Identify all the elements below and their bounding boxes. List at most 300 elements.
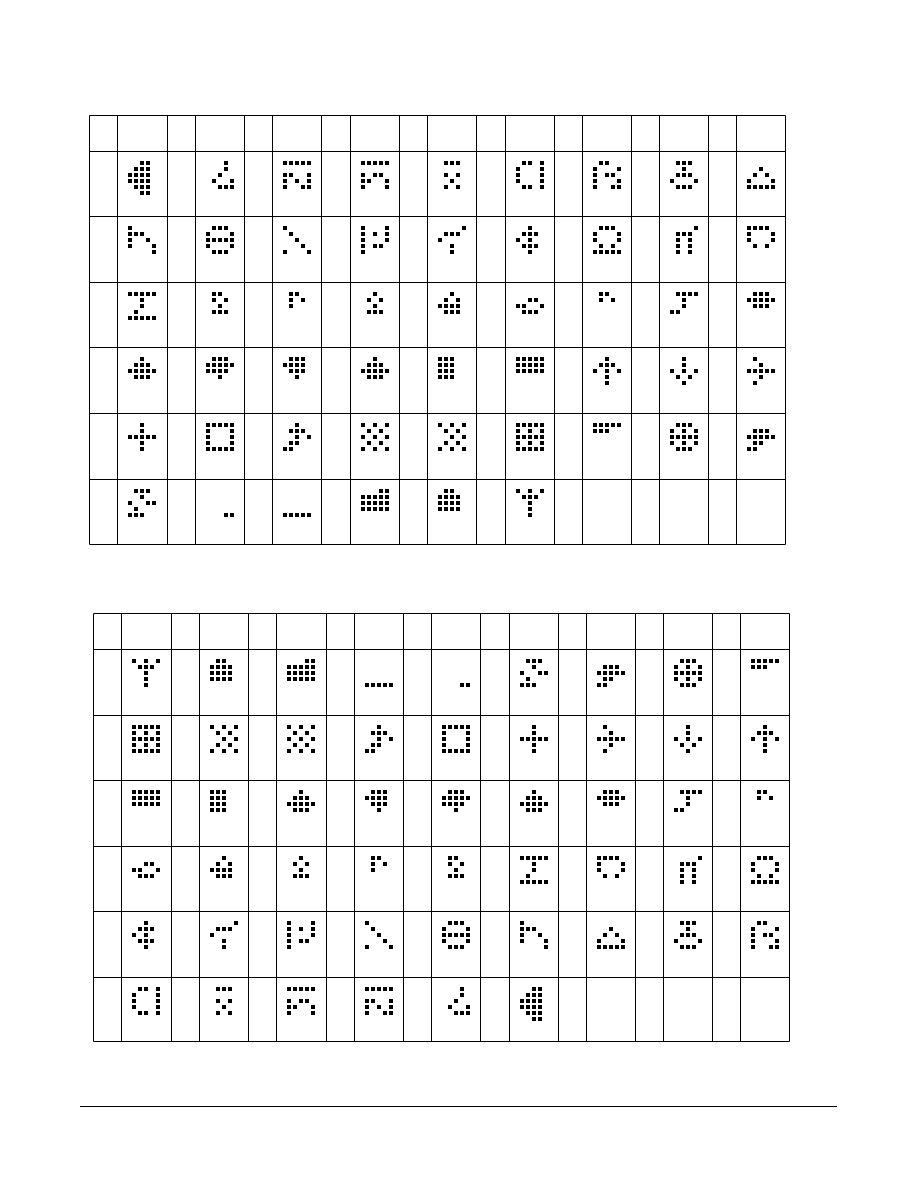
glyph-dot xyxy=(311,802,315,806)
glyph-dot xyxy=(680,921,684,925)
glyph-dot xyxy=(454,790,458,794)
glyph-dot xyxy=(146,173,150,177)
glyph-dot xyxy=(218,238,222,242)
glyph-dot xyxy=(210,671,214,675)
glyph-dot xyxy=(210,790,214,794)
glyph-dot xyxy=(615,802,619,806)
glyph-dot xyxy=(222,874,226,878)
glyph-dot xyxy=(444,173,448,177)
glyph-dot xyxy=(522,495,526,499)
glyph-dot xyxy=(371,999,375,1003)
glyph-dot xyxy=(769,731,773,735)
glyph-dot xyxy=(520,683,524,687)
glyph-dot xyxy=(599,226,603,230)
glyph-dot xyxy=(688,292,692,296)
glyph-dot xyxy=(528,161,532,165)
glyph-dot xyxy=(140,185,144,189)
glyph-dot xyxy=(140,495,144,499)
glyph-dot xyxy=(516,238,520,242)
glyph-dot xyxy=(283,185,287,189)
glyph-dot xyxy=(680,808,684,812)
glyph-dot xyxy=(676,447,680,451)
glyph-dot xyxy=(150,737,154,741)
glyph-dot xyxy=(759,304,763,308)
glyph-dot xyxy=(361,173,365,177)
glyph-dot xyxy=(365,945,369,949)
glyph-dot xyxy=(522,369,526,373)
glyph-dot xyxy=(287,927,291,931)
glyph-dot xyxy=(460,945,464,949)
glyph-dot xyxy=(526,808,530,812)
glyph-dot xyxy=(289,357,293,361)
glyph-dot xyxy=(438,375,442,379)
glyph-dot xyxy=(609,671,613,675)
glyph-dot xyxy=(605,369,609,373)
glyph-dot xyxy=(222,939,226,943)
character-table-2-glyph xyxy=(597,927,625,949)
glyph-dot xyxy=(753,226,757,230)
glyph-dot xyxy=(611,298,615,302)
glyph-dot xyxy=(694,435,698,439)
glyph-dot xyxy=(442,802,446,806)
glyph-dot xyxy=(753,441,757,445)
glyph-dot xyxy=(771,369,775,373)
glyph-dot xyxy=(532,987,536,991)
glyph-dot xyxy=(450,179,454,183)
glyph-dot xyxy=(299,790,303,794)
glyph-dot xyxy=(757,856,761,860)
glyph-dot xyxy=(460,796,464,800)
glyph-dot xyxy=(460,933,464,937)
glyph-dot xyxy=(140,447,144,451)
glyph-dot xyxy=(599,250,603,254)
glyph-dot xyxy=(466,749,470,753)
glyph-dot xyxy=(763,790,767,794)
glyph-dot xyxy=(765,369,769,373)
glyph-dot xyxy=(538,999,542,1003)
glyph-dot xyxy=(365,999,369,1003)
glyph-dot xyxy=(444,363,448,367)
glyph-dot xyxy=(670,179,674,183)
glyph-dot xyxy=(450,501,454,505)
glyph-dot xyxy=(466,933,470,937)
glyph-dot xyxy=(454,921,458,925)
glyph-dot xyxy=(538,933,542,937)
glyph-dot xyxy=(293,796,297,800)
glyph-dot xyxy=(534,435,538,439)
glyph-dot xyxy=(686,933,690,937)
character-table-2-glyph xyxy=(210,790,226,812)
glyph-dot xyxy=(146,489,150,493)
glyph-dot xyxy=(532,743,536,747)
glyph-dot xyxy=(757,880,761,884)
glyph-dot xyxy=(140,292,144,296)
glyph-dot xyxy=(526,677,530,681)
glyph-dot xyxy=(522,435,526,439)
glyph-dot xyxy=(385,423,389,427)
glyph-dot xyxy=(365,1011,369,1015)
glyph-dot xyxy=(520,999,524,1003)
glyph-dot xyxy=(224,185,228,189)
character-table-1-glyph xyxy=(206,226,234,254)
glyph-dot xyxy=(222,868,226,872)
glyph-dot xyxy=(450,250,454,254)
glyph-dot xyxy=(146,191,150,195)
glyph-dot xyxy=(460,790,464,794)
glyph-dot xyxy=(224,167,228,171)
character-table-2-glyph xyxy=(287,659,315,681)
glyph-dot xyxy=(134,489,138,493)
glyph-dot xyxy=(603,665,607,669)
glyph-dot xyxy=(383,802,387,806)
glyph-dot xyxy=(698,677,702,681)
glyph-dot xyxy=(132,796,136,800)
character-table-2-glyph xyxy=(132,862,160,878)
glyph-dot xyxy=(686,671,690,675)
glyph-dot xyxy=(605,292,609,296)
glyph-dot xyxy=(146,161,150,165)
glyph-dot xyxy=(287,665,291,669)
glyph-dot xyxy=(534,298,538,302)
glyph-dot xyxy=(287,677,291,681)
glyph-dot xyxy=(210,808,214,812)
glyph-dot xyxy=(206,232,210,236)
glyph-dot xyxy=(230,429,234,433)
character-table-1-glyph xyxy=(128,423,156,451)
glyph-dot xyxy=(516,441,520,445)
glyph-dot xyxy=(450,369,454,373)
glyph-dot xyxy=(373,173,377,177)
glyph-dot xyxy=(289,447,293,451)
glyph-dot xyxy=(593,232,597,236)
glyph-dot xyxy=(682,173,686,177)
glyph-dot xyxy=(605,226,609,230)
glyph-dot xyxy=(593,173,597,177)
character-table-2-glyph xyxy=(520,725,548,753)
character-table-2-glyph xyxy=(132,725,160,753)
glyph-dot xyxy=(438,447,442,451)
glyph-dot xyxy=(599,363,603,367)
glyph-dot xyxy=(222,1005,226,1009)
glyph-dot xyxy=(450,435,454,439)
glyph-dot xyxy=(224,238,228,242)
glyph-dot xyxy=(688,447,692,451)
character-table-2-glyph xyxy=(757,790,773,800)
glyph-dot xyxy=(377,796,381,800)
glyph-dot xyxy=(299,999,303,1003)
glyph-dot xyxy=(128,232,132,236)
glyph-dot xyxy=(373,435,377,439)
glyph-dot xyxy=(674,665,678,669)
glyph-dot xyxy=(311,659,315,663)
glyph-dot xyxy=(688,435,692,439)
glyph-dot xyxy=(218,250,222,254)
glyph-dot xyxy=(538,880,542,884)
glyph-dot xyxy=(532,1011,536,1015)
glyph-dot xyxy=(609,796,613,800)
glyph-dot xyxy=(377,731,381,735)
glyph-dot xyxy=(216,796,220,800)
glyph-dot xyxy=(751,737,755,741)
glyph-dot xyxy=(450,495,454,499)
glyph-dot xyxy=(305,796,309,800)
glyph-dot xyxy=(206,423,210,427)
glyph-dot xyxy=(234,921,238,925)
glyph-dot xyxy=(450,447,454,451)
glyph-dot xyxy=(383,796,387,800)
glyph-dot xyxy=(615,796,619,800)
glyph-dot xyxy=(287,1011,291,1015)
glyph-dot xyxy=(450,357,454,361)
glyph-dot xyxy=(305,862,309,866)
glyph-dot xyxy=(230,423,234,427)
glyph-dot xyxy=(307,161,311,165)
glyph-dot xyxy=(293,862,297,866)
glyph-dot xyxy=(460,921,464,925)
glyph-dot xyxy=(615,945,619,949)
glyph-dot xyxy=(438,495,442,499)
glyph-dot xyxy=(753,173,757,177)
glyph-dot xyxy=(769,880,773,884)
glyph-dot xyxy=(450,489,454,493)
glyph-dot xyxy=(682,167,686,171)
glyph-dot xyxy=(686,802,690,806)
glyph-dot xyxy=(289,363,293,367)
glyph-dot xyxy=(526,993,530,997)
glyph-dot xyxy=(676,375,680,379)
glyph-dot xyxy=(621,939,625,943)
glyph-dot xyxy=(144,874,148,878)
glyph-dot xyxy=(216,790,220,794)
glyph-dot xyxy=(385,495,389,499)
glyph-dot xyxy=(140,191,144,195)
glyph-dot xyxy=(156,743,160,747)
glyph-dot xyxy=(763,933,767,937)
glyph-dot xyxy=(444,495,448,499)
glyph-dot xyxy=(379,441,383,445)
glyph-dot xyxy=(371,796,375,800)
character-table-1-glyph xyxy=(516,489,544,517)
glyph-dot xyxy=(150,927,154,931)
glyph-dot xyxy=(212,423,216,427)
glyph-dot xyxy=(140,357,144,361)
glyph-dot xyxy=(520,927,524,931)
glyph-dot xyxy=(682,435,686,439)
glyph-dot xyxy=(307,513,311,517)
glyph-dot xyxy=(775,868,779,872)
glyph-dot xyxy=(609,665,613,669)
glyph-dot xyxy=(751,927,755,931)
glyph-dot xyxy=(438,363,442,367)
glyph-dot xyxy=(289,232,293,236)
glyph-dot xyxy=(230,435,234,439)
glyph-dot xyxy=(287,945,291,949)
glyph-dot xyxy=(532,749,536,753)
glyph-dot xyxy=(218,369,222,373)
glyph-dot xyxy=(520,939,524,943)
glyph-dot xyxy=(526,683,530,687)
glyph-dot xyxy=(747,369,751,373)
glyph-dot xyxy=(140,435,144,439)
glyph-dot xyxy=(617,250,621,254)
glyph-dot xyxy=(389,987,393,991)
glyph-dot xyxy=(442,731,446,735)
glyph-dot xyxy=(686,796,690,800)
glyph-dot xyxy=(753,369,757,373)
glyph-dot xyxy=(140,316,144,320)
glyph-dot xyxy=(771,185,775,189)
glyph-dot xyxy=(385,435,389,439)
character-table-1-glyph xyxy=(212,292,228,314)
glyph-dot xyxy=(128,173,132,177)
glyph-dot xyxy=(287,802,291,806)
glyph-dot xyxy=(212,292,216,296)
glyph-dot xyxy=(134,369,138,373)
glyph-dot xyxy=(140,489,144,493)
glyph-dot xyxy=(134,292,138,296)
glyph-dot xyxy=(371,856,375,860)
glyph-dot xyxy=(140,161,144,165)
glyph-dot xyxy=(526,880,530,884)
character-table-1-glyph xyxy=(593,357,621,385)
character-table-2-glyph xyxy=(520,856,548,884)
glyph-dot xyxy=(520,933,524,937)
glyph-dot xyxy=(283,513,287,517)
glyph-dot xyxy=(156,987,160,991)
character-table-1-glyph xyxy=(676,226,698,254)
glyph-dot xyxy=(456,310,460,314)
character-table-2-glyph xyxy=(674,659,702,687)
character-table-2-glyph xyxy=(210,725,238,753)
glyph-dot xyxy=(609,743,613,747)
glyph-dot xyxy=(462,447,466,451)
glyph-dot xyxy=(218,423,222,427)
glyph-dot xyxy=(299,987,303,991)
glyph-dot xyxy=(526,856,530,860)
glyph-dot xyxy=(609,927,613,931)
glyph-dot xyxy=(698,790,702,794)
glyph-dot xyxy=(140,423,144,427)
glyph-dot xyxy=(146,501,150,505)
glyph-dot xyxy=(311,927,315,931)
glyph-dot xyxy=(146,316,150,320)
glyph-dot xyxy=(615,874,619,878)
glyph-dot xyxy=(228,868,232,872)
character-table-1-glyph xyxy=(361,357,389,379)
glyph-dot xyxy=(444,310,448,314)
glyph-dot xyxy=(152,250,156,254)
glyph-dot xyxy=(538,659,542,663)
glyph-dot xyxy=(295,435,299,439)
glyph-dot xyxy=(747,298,751,302)
glyph-dot xyxy=(686,665,690,669)
glyph-dot xyxy=(216,1011,220,1015)
glyph-dot xyxy=(156,731,160,735)
glyph-dot xyxy=(373,363,377,367)
glyph-dot xyxy=(373,447,377,451)
glyph-dot xyxy=(611,363,615,367)
footer-rule xyxy=(80,1106,837,1107)
glyph-dot xyxy=(287,671,291,675)
glyph-dot xyxy=(361,501,365,505)
glyph-dot xyxy=(299,725,303,729)
glyph-dot xyxy=(289,292,293,296)
glyph-dot xyxy=(621,737,625,741)
glyph-dot xyxy=(299,671,303,675)
glyph-dot xyxy=(367,363,371,367)
glyph-dot xyxy=(156,1005,160,1009)
glyph-dot xyxy=(682,357,686,361)
glyph-dot xyxy=(293,802,297,806)
character-table-2-glyph xyxy=(520,921,548,949)
glyph-dot xyxy=(305,671,309,675)
glyph-dot xyxy=(222,802,226,806)
glyph-dot xyxy=(450,161,454,165)
glyph-dot xyxy=(287,987,291,991)
glyph-dot xyxy=(132,731,136,735)
glyph-dot xyxy=(615,856,619,860)
glyph-dot xyxy=(299,856,303,860)
character-table-2-glyph xyxy=(751,659,779,669)
glyph-dot xyxy=(222,927,226,931)
glyph-dot xyxy=(522,363,526,367)
glyph-dot xyxy=(222,665,226,669)
glyph-dot xyxy=(450,363,454,367)
glyph-dot xyxy=(454,933,458,937)
glyph-dot xyxy=(156,725,160,729)
glyph-dot xyxy=(146,363,150,367)
glyph-dot xyxy=(682,441,686,445)
glyph-dot xyxy=(759,369,763,373)
glyph-dot xyxy=(373,375,377,379)
character-table-1-glyph xyxy=(283,513,311,517)
glyph-dot xyxy=(377,790,381,794)
glyph-dot xyxy=(311,1005,315,1009)
glyph-dot xyxy=(444,369,448,373)
glyph-dot xyxy=(389,945,393,949)
glyph-dot xyxy=(224,423,228,427)
glyph-dot xyxy=(367,501,371,505)
glyph-dot xyxy=(599,292,603,296)
glyph-dot xyxy=(373,495,377,499)
glyph-dot xyxy=(295,429,299,433)
glyph-dot xyxy=(218,357,222,361)
glyph-dot xyxy=(385,369,389,373)
glyph-dot xyxy=(132,999,136,1003)
character-table-1-glyph xyxy=(283,161,311,189)
glyph-dot xyxy=(230,513,234,517)
glyph-dot xyxy=(670,441,674,445)
glyph-dot xyxy=(156,868,160,872)
glyph-dot xyxy=(132,790,136,794)
glyph-dot xyxy=(532,683,536,687)
character-table-2-glyph xyxy=(287,725,315,753)
character-table-1-glyph xyxy=(128,226,156,254)
character-table-1-glyph xyxy=(670,292,698,314)
glyph-dot xyxy=(287,725,291,729)
glyph-dot xyxy=(528,363,532,367)
glyph-dot xyxy=(680,659,684,663)
glyph-dot xyxy=(152,316,156,320)
glyph-dot xyxy=(747,435,751,439)
glyph-dot xyxy=(454,725,458,729)
glyph-dot xyxy=(540,161,544,165)
glyph-dot xyxy=(520,880,524,884)
glyph-dot xyxy=(692,868,696,872)
glyph-dot xyxy=(769,659,773,663)
glyph-dot xyxy=(365,683,369,687)
glyph-dot xyxy=(692,945,696,949)
